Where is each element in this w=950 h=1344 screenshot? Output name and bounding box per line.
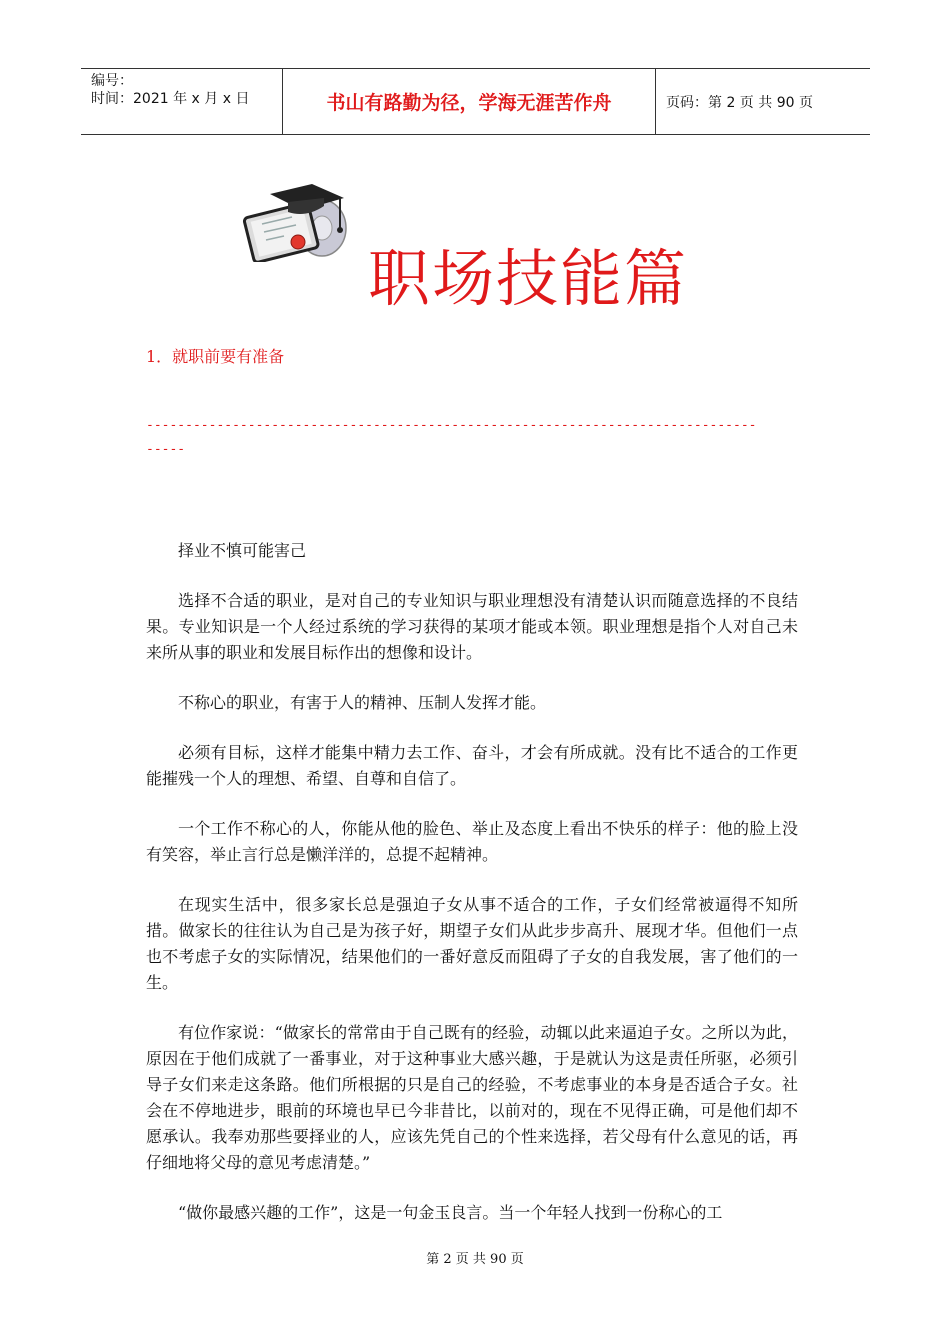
- motto: 书山有路勤为径，学海无涯苦作舟: [283, 69, 656, 134]
- diploma-graduation-cap-icon: [240, 180, 360, 262]
- page-footer: 第 2 页 共 90 页: [426, 1252, 524, 1267]
- page-code: 页码：第 2 页 共 90 页: [666, 94, 813, 111]
- page-title: 职场技能篇: [368, 242, 689, 315]
- section-title: 1．就职前要有准备: [146, 347, 285, 366]
- number-label: 编号：: [91, 73, 133, 89]
- subheading: 择业不慎可能害己: [178, 541, 307, 560]
- dash-separator: ------------------------------------------------------------------------------: [146, 418, 757, 433]
- paragraph: 选择不合适的职业，是对自己的专业知识与职业理想没有清楚认识而随意选择的不良结果。专业知识是一个人经过系统的学习获得的某项才能或本领。职业理想是指个人对自己未来所从事的职业和发展目标作出的想像和设计。: [146, 591, 798, 662]
- paragraph: 一个工作不称心的人，你能从他的脸色、举止及态度上看出不快乐的样子：他的脸上没有笑容，举止言行总是懒洋洋的，总提不起精神。: [146, 819, 798, 864]
- paragraph: “做你最感兴趣的工作”，这是一句金玉良言。当一个年轻人找到一份称心的工: [178, 1203, 723, 1222]
- paragraph: 不称心的职业，有害于人的精神、压制人发挥才能。: [178, 693, 547, 712]
- time-label: 时间：2021 年 x 月 x 日: [91, 91, 250, 107]
- paragraph: 在现实生活中，很多家长总是强迫子女从事不适合的工作，子女们经常被逼得不知所措。做家长的往往认为自己是为孩子好，期望子女们从此步步高升、展现才华。但他们一点也不考虑子女的实际情况，结果他们的一番好意反而阻碍了子女的自我发展，害了他们的一生。: [146, 895, 798, 992]
- body-text: [146, 538, 798, 1250]
- header-left-cell: [81, 69, 283, 134]
- paragraph: 必须有目标，这样才能集中精力去工作、奋斗，才会有所成就。没有比不适合的工作更能摧残一个人的理想、希望、自尊和自信了。: [146, 743, 798, 788]
- dash-separator-end: -----: [146, 442, 186, 457]
- header-table: [81, 68, 870, 135]
- paragraph: 有位作家说：“做家长的常常由于自己既有的经验，动辄以此来逼迫子女。之所以为此，原因在于他们成就了一番事业，对于这种事业大感兴趣，于是就认为这是责任所驱，必须引导子女们来走这条路。他们所根据的只是自己的经验，不考虑事业的本身是否适合子女。社会在不停地进步，眼前的环境也早已今非昔比，以前对的，现在不见得正确，可是他们却不愿承认。我奉劝那些要择业的人，应该先凭自己的个性来选择，若父母有什么意见的话，再仔细地将父母的意见考虑清楚。”: [146, 1023, 798, 1172]
